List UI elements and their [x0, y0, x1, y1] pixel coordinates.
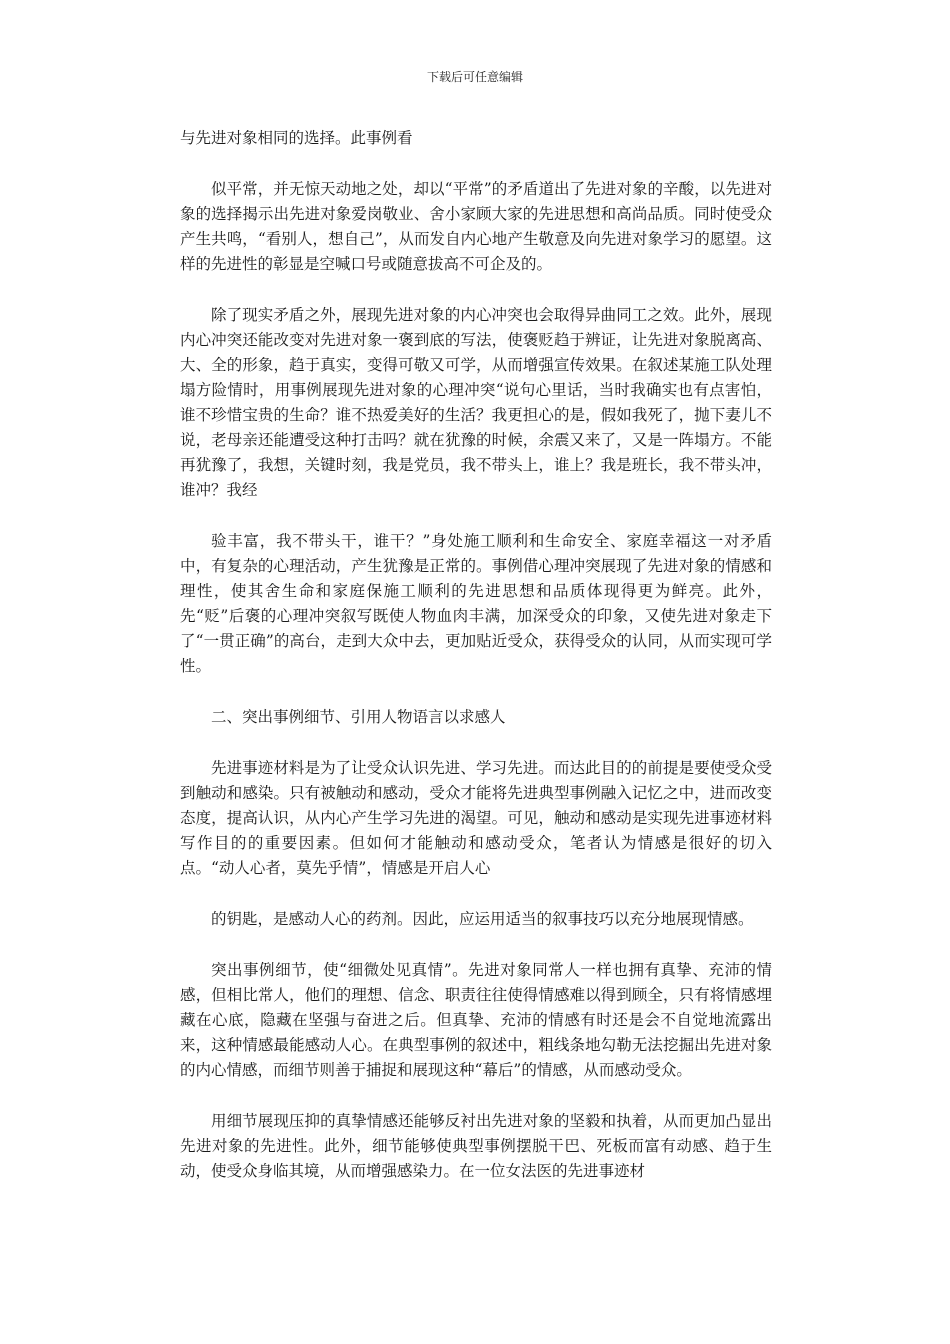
section-heading: 二、突出事例细节、引用人物语言以求感人 — [211, 708, 506, 726]
paragraph-2: 似平常，并无惊天动地之处，却以“平常”的矛盾道出了先进对象的辛酸，以先进对象的选择揭示出先进对象爱岗敬业、舍小家顾大家的先进思想和高尚品质。同时使受众产生共鸣，“看别人，想自己”，从而发自内心地产生敬意及向先进对象学习的愿望。这样的先进性的彰显是空喊口号或随意拔高不可企及的。 — [180, 180, 772, 273]
document-body — [180, 126, 772, 1210]
paragraph-3: 除了现实矛盾之外，展现先进对象的内心冲突也会取得异曲同工之效。此外，展现内心冲突还能改变对先进对象一褒到底的写法，使褒贬趋于辨证，让先进对象脱离高、大、全的形象，趋于真实，变得可敬又可学，从而增强宣传效果。在叙述某施工队处理塌方险情时，用事例展现先进对象的心理冲突“说句心里话，当时我确实也有点害怕，谁不珍惜宝贵的生命？谁不热爱美好的生活？我更担心的是，假如我死了，抛下妻儿不说，老母亲还能遭受这种打击吗？就在犹豫的时候，余震又来了，又是一阵塌方。不能再犹豫了，我想，关键时刻，我是党员，我不带头上，谁上？我是班长，我不带头冲，谁冲？我经 — [180, 306, 772, 499]
paragraph-8: 用细节展现压抑的真挚情感还能够反衬出先进对象的坚毅和执着，从而更加凸显出先进对象的先进性。此外，细节能够使典型事例摆脱干巴、死板而富有动感、趋于生动，使受众身临其境，从而增强感染力。在一位女法医的先进事迹材 — [180, 1112, 772, 1180]
paragraph-5: 先进事迹材料是为了让受众认识先进、学习先进。而达此目的的前提是要使受众受到触动和感染。只有被触动和感动，受众才能将先进典型事例融入记忆之中，进而改变态度，提高认识，从内心产生学习先进的渴望。可见，触动和感动是实现先进事迹材料写作目的的重要因素。但如何才能触动和感动受众，笔者认为情感是很好的切入点。“动人心者，莫先乎情”，情感是开启人心 — [180, 759, 772, 877]
paragraph-4: 验丰富，我不带头干，谁干？”身处施工顺利和生命安全、家庭幸福这一对矛盾中，有复杂的心理活动，产生犹豫是正常的。事例借心理冲突展现了先进对象的情感和理性，使其舍生命和家庭保施工顺利的先进思想和品质体现得更为鲜亮。此外，先“贬”后褒的心理冲突叙写既使人物血肉丰满，加深受众的印象，又使先进对象走下了“一贯正确”的高台，走到大众中去，更加贴近受众，获得受众的认同，从而实现可学性。 — [180, 532, 772, 675]
paragraph-7: 突出事例细节，使“细微处见真情”。先进对象同常人一样也拥有真挚、充沛的情感，但相比常人，他们的理想、信念、职责往往使得情感难以得到顾全，只有将情感埋藏在心底，隐藏在坚强与奋进之后。但真挚、充沛的情感有时还是会不自觉地流露出来，这种情感最能感动人心。在典型事例的叙述中，粗线条地勾勒无法挖掘出先进对象的内心情感，而细节则善于捕捉和展现这种“幕后”的情感，从而感动受众。 — [180, 961, 772, 1079]
paragraph-6: 的钥匙，是感动人心的药剂。因此，应运用适当的叙事技巧以充分地展现情感。 — [211, 910, 754, 928]
page-header-note: 下载后可任意编辑 — [426, 70, 523, 84]
paragraph-1: 与先进对象相同的选择。此事例看 — [180, 129, 413, 147]
